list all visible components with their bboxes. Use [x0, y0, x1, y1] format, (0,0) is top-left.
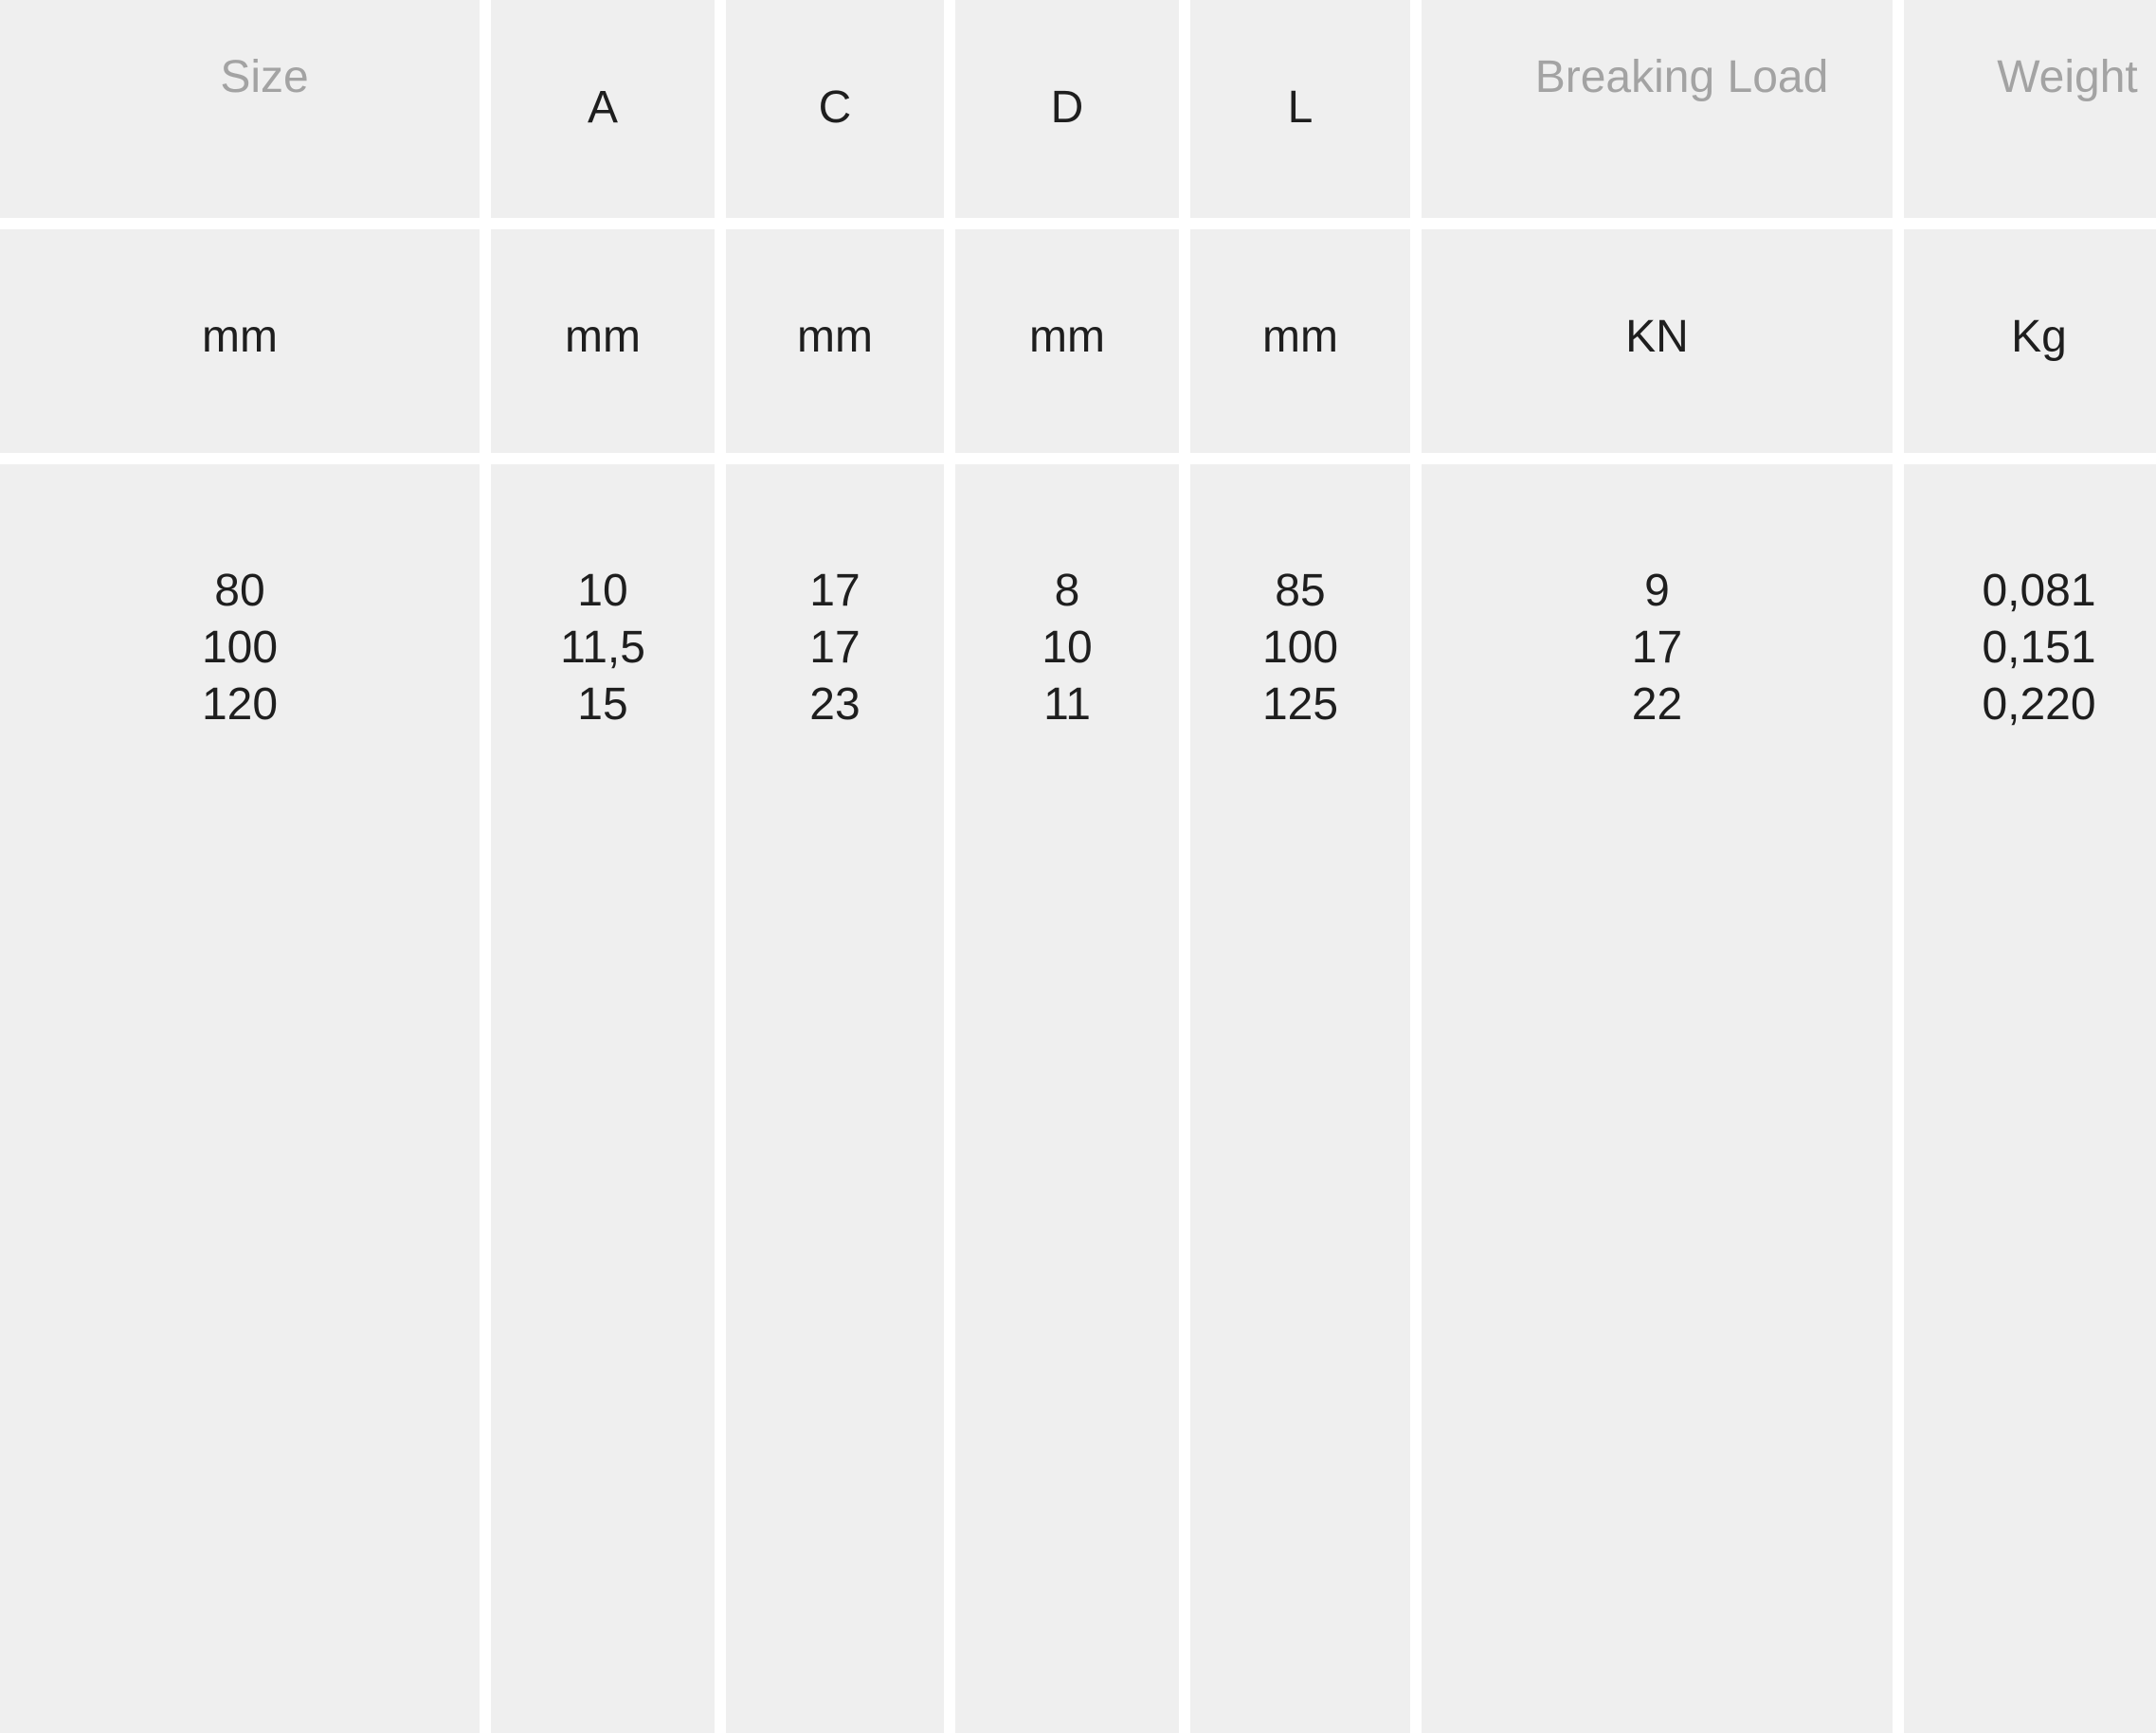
- header-cell-l: [1190, 0, 1410, 218]
- table-cell: 125: [1261, 679, 1339, 730]
- header-cell-size: [0, 0, 480, 218]
- table-cell: 10: [1042, 623, 1093, 673]
- table-cell: 0,081: [1982, 566, 2096, 616]
- header-cell-a: [491, 0, 715, 218]
- values-cell-c: [726, 464, 944, 1733]
- table-cell: 17: [809, 623, 861, 673]
- unit-cell-breaking-load: [1422, 229, 1893, 453]
- table-cell: 8: [1054, 566, 1080, 616]
- header-cell-breaking-load: [1422, 0, 1893, 218]
- unit-c: mm: [797, 312, 873, 362]
- table-cell: 120: [201, 679, 279, 730]
- unit-cell-c: [726, 229, 944, 453]
- header-cell-weight: [1904, 0, 2156, 218]
- header-weight: Weight: [1997, 52, 2138, 102]
- unit-a: mm: [565, 312, 641, 362]
- values-cell-size: [0, 464, 480, 1733]
- table-cell: 23: [809, 679, 861, 730]
- table-cell: 22: [1631, 679, 1683, 730]
- table-cell: 17: [809, 566, 861, 616]
- values-cell-weight: [1904, 464, 2156, 1733]
- unit-cell-d: [955, 229, 1179, 453]
- values-cell-breaking-load: [1422, 464, 1893, 1733]
- table-cell: 11: [1043, 679, 1091, 730]
- header-cell-d: [955, 0, 1179, 218]
- values-d: [955, 563, 1179, 733]
- unit-breaking-load: KN: [1625, 312, 1689, 362]
- table-cell: 0,220: [1982, 679, 2096, 730]
- table-cell: 100: [1261, 623, 1339, 673]
- header-d: D: [1050, 82, 1084, 133]
- header-a: A: [587, 82, 618, 133]
- unit-weight: Kg: [2011, 312, 2067, 362]
- unit-cell-size: [0, 229, 480, 453]
- table-cell: 9: [1644, 566, 1670, 616]
- header-l: L: [1287, 82, 1314, 133]
- values-weight: [1904, 563, 2156, 733]
- header-cell-c: [726, 0, 944, 218]
- header-size: Size: [220, 52, 309, 102]
- table-cell: 100: [201, 623, 279, 673]
- values-cell-d: [955, 464, 1179, 1733]
- table-cell: 11,5: [560, 623, 645, 673]
- values-size: [0, 563, 480, 733]
- values-cell-l: [1190, 464, 1410, 1733]
- table-cell: 0,151: [1982, 623, 2096, 673]
- table-cell: 10: [577, 566, 628, 616]
- unit-cell-weight: [1904, 229, 2156, 453]
- values-breaking-load: [1422, 563, 1893, 733]
- table-cell: 15: [577, 679, 628, 730]
- values-cell-a: [491, 464, 715, 1733]
- unit-cell-l: [1190, 229, 1410, 453]
- values-a: [491, 563, 715, 733]
- values-l: [1190, 563, 1410, 733]
- unit-cell-a: [491, 229, 715, 453]
- header-breaking-load: Breaking Load: [1534, 52, 1829, 102]
- table-cell: 17: [1631, 623, 1683, 673]
- header-c: C: [818, 82, 852, 133]
- unit-l: mm: [1262, 312, 1338, 362]
- values-c: [726, 563, 944, 733]
- table-cell: 85: [1275, 566, 1326, 616]
- unit-size: mm: [202, 312, 278, 362]
- unit-d: mm: [1029, 312, 1105, 362]
- table-cell: 80: [214, 566, 265, 616]
